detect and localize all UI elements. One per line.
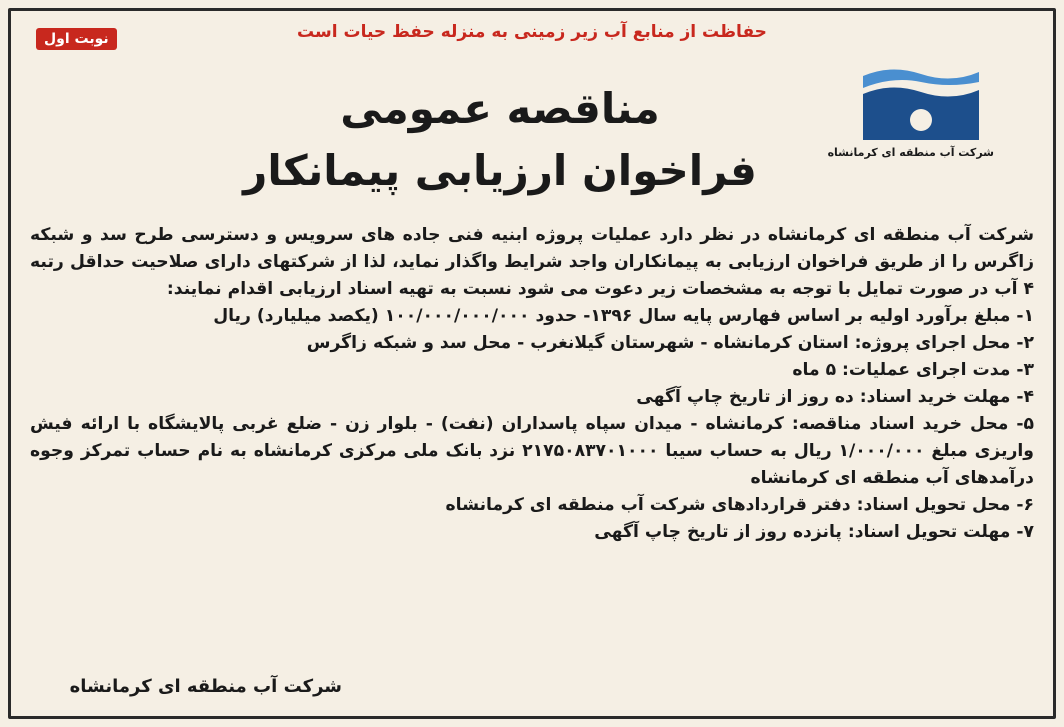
list-item: ۴- مهلت خرید اسناد: ده روز از تاریخ چاپ آگهی [636,387,1034,407]
publication-badge: نوبت اول [36,28,117,50]
company-logo [827,62,994,172]
list-item: ۲- محل اجرای پروژه: استان کرمانشاه - شهرستان گیلانغرب - محل سد و شبکه زاگرس [306,333,1034,353]
list-item: ۷- مهلت تحویل اسناد: پانزده روز از تاریخ چاپ آگهی [594,522,1034,542]
list-item: ۳- مدت اجرای عملیات: ۵ ماه [792,360,1034,380]
conditions-list [30,303,1034,546]
notice-body [30,222,1034,546]
list-item: ۵- محل خرید اسناد مناقصه: کرمانشاه - میدان سپاه پاسداران (نفت) - بلوار زن - ضلع غربی پالایشگاه با ارائه فیش واریزی مبلغ ۱/۰۰۰/۰۰۰ ریال به حساب سیبا ۲۱۷۵۰۸۳۷۰۱۰۰۰ نزد بانک ملی مرکزی کرمانشاه به نام حساب تمرکز وجوه درآمدهای آب منطقه ای کرمانشاه [30,414,1034,488]
signature: شرکت آب منطقه ای کرمانشاه [69,676,342,697]
slogan: حفاظت از منابع آب زیر زمینی به منزله حفظ حیات است [297,22,767,42]
logo-company-name: شرکت آب منطقه ای کرمانشاه [827,146,994,159]
list-item: ۶- محل تحویل اسناد: دفتر قراردادهای شرکت آب منطقه ای کرمانشاه [445,495,1034,515]
page-title: مناقصه عمومی [340,84,660,133]
intro-paragraph: شرکت آب منطقه ای کرمانشاه در نظر دارد عملیات پروژه ابنیه فنی جاده های سرویس و دسترسی طرح سد و شبکه زاگرس را از طریق فراخوان ارزیابی به پیمانکاران واجد شرایط واگذار نماید، لذا از شرکتهای دارای صلاحیت حداقل رتبه ۴ آب در صورت تمایل با توجه به مشخصات زیر دعوت می شود نسبت به تهیه اسناد ارزیابی اقدام نمایند: [30,225,1034,299]
list-item: ۱- مبلغ برآورد اولیه بر اساس فهارس پایه سال ۱۳۹۶- حدود ۱۰۰/۰۰۰/۰۰۰/۰۰۰ (یکصد میلیارد) ریال [213,306,1034,326]
page-subtitle: فراخوان ارزیابی پیمانکار [243,146,757,195]
water-wave-logo-icon [861,62,981,142]
